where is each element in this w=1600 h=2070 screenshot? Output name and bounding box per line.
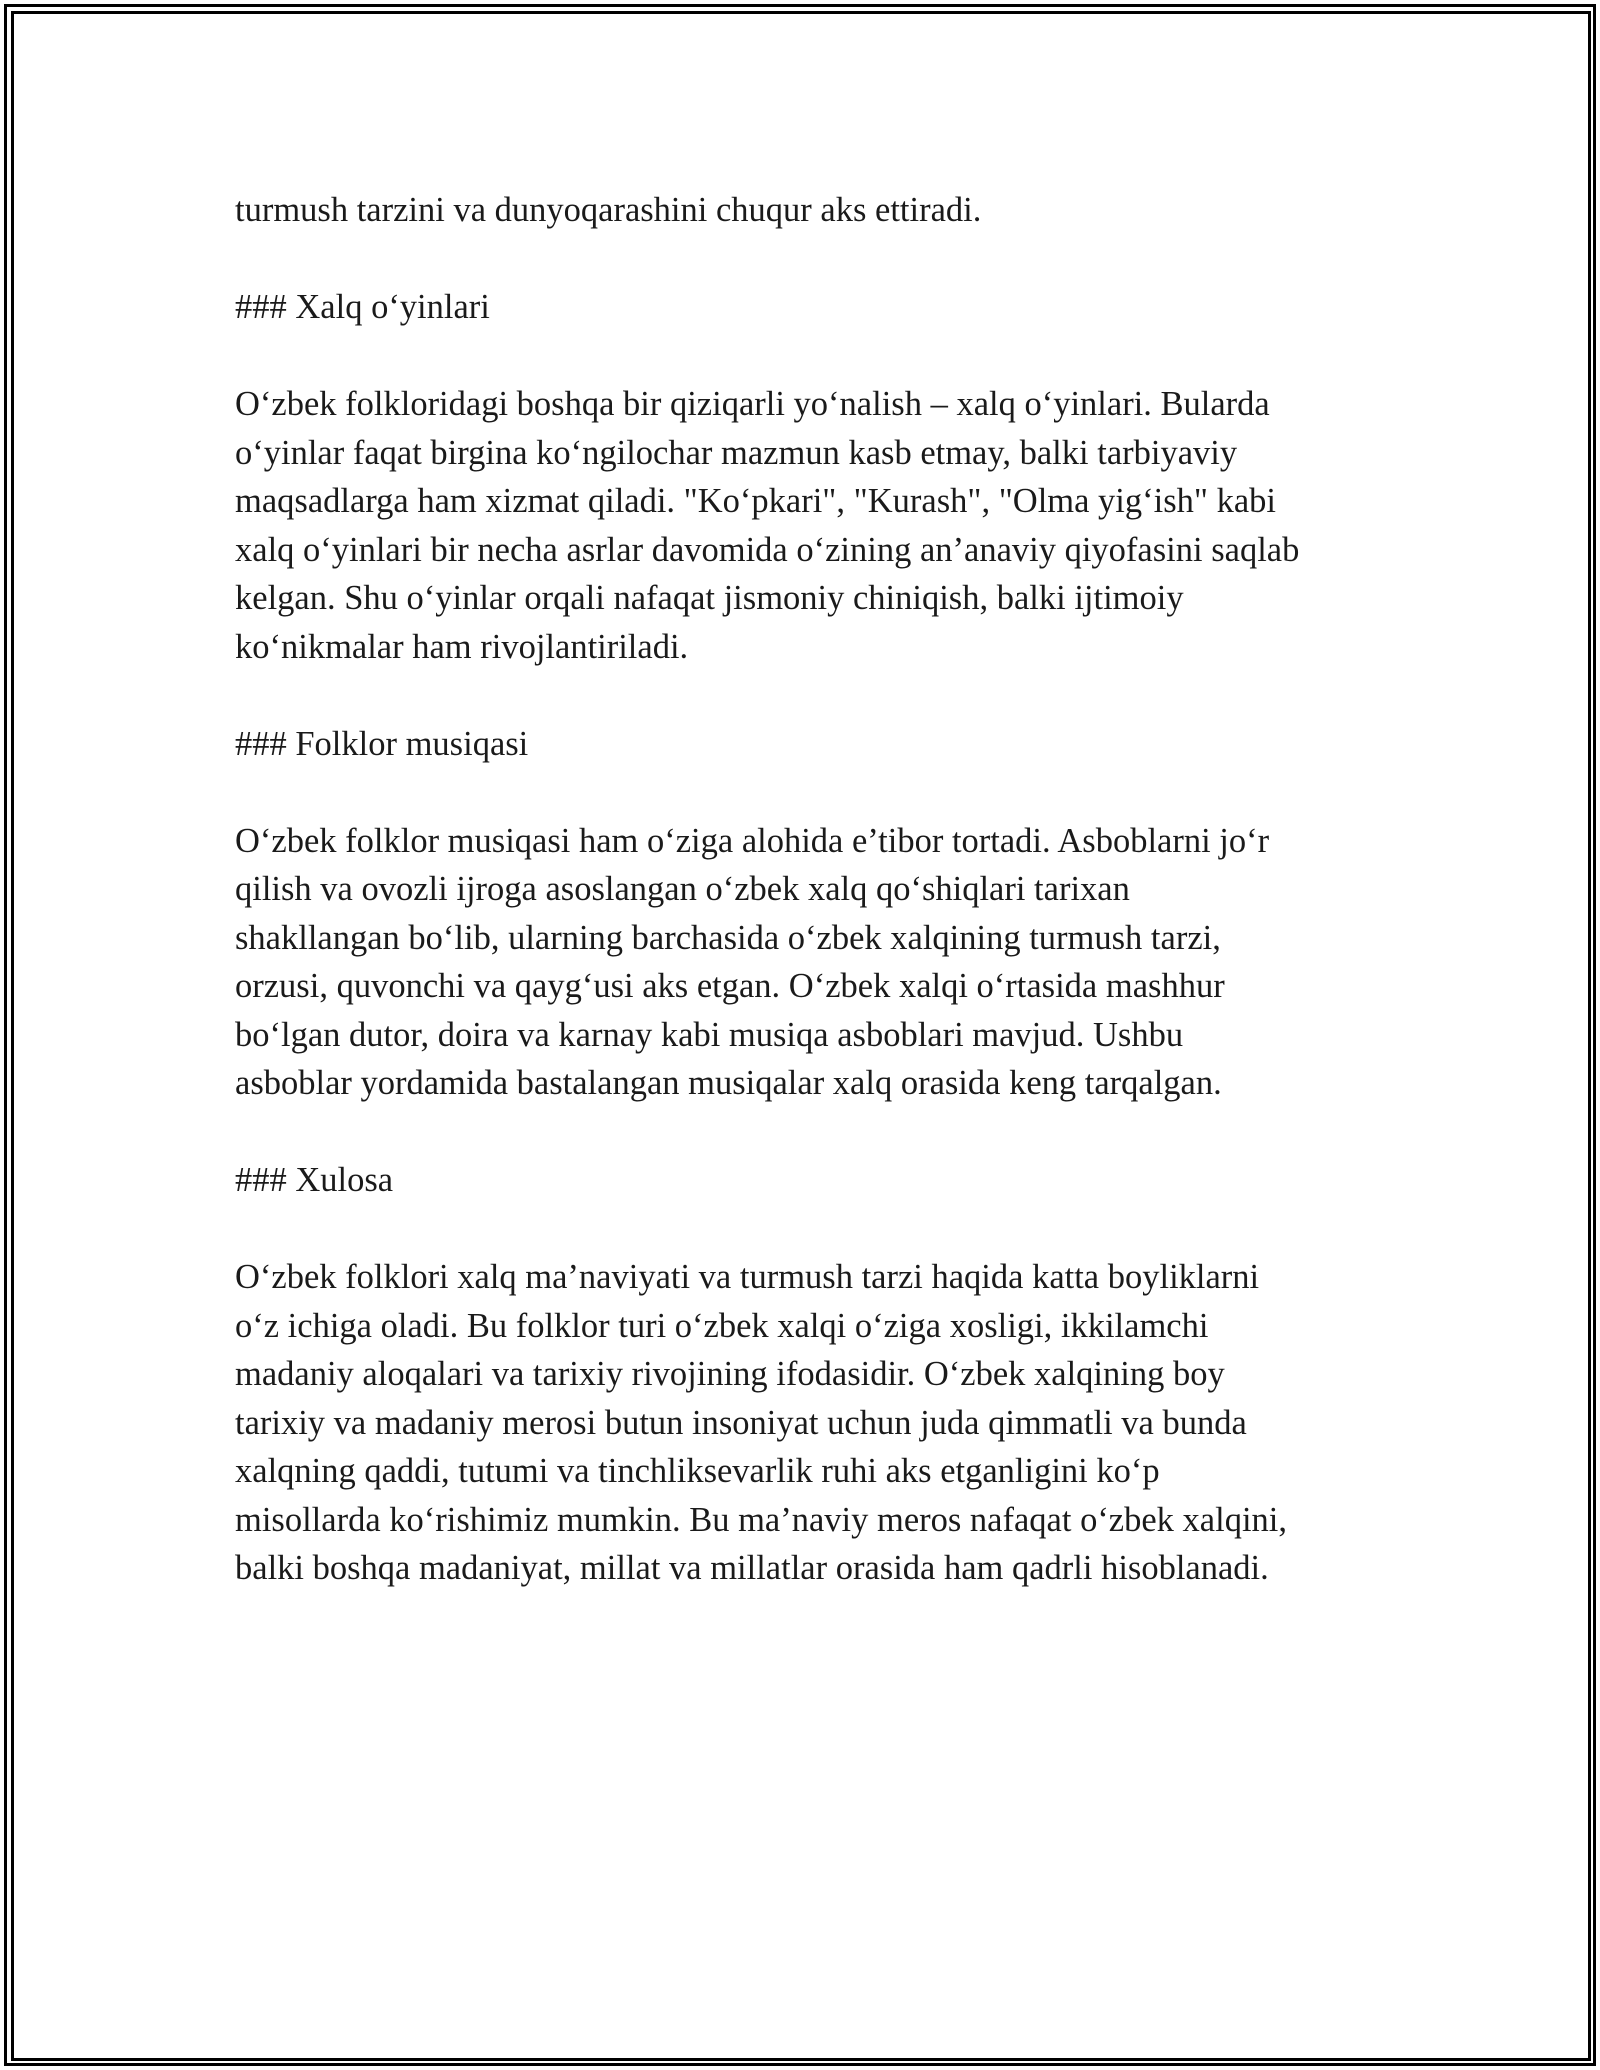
section-heading-folklor-musiqasi: ### Folklor musiqasi bbox=[235, 724, 529, 763]
section-heading-xalq-oyinlari: ### Xalq o‘yinlari bbox=[235, 288, 490, 326]
paragraph-xalq-oyinlari: O‘zbek folkloridagi boshqa bir qiziqarli yo‘nalish – xalq o‘yinlari. Bularda o‘yinlar faqat birgina ko‘ngilochar mazmun kasb etmay, balki tarbiyaviy maqsadlarga ham xizmat qiladi. "Ko‘pkari", "Kurash", "Olma yig‘ish" kabi xalq o‘yinlari bir necha asrlar davomida o‘zining an’anaviy qiyofasini saqlab kelgan. Shu o‘yinlar orqali nafaqat jismoniy chiniqish, balki ijtimoiy ko‘nikmalar ham rivojlantiriladi. bbox=[235, 385, 1300, 666]
section-heading-xulosa: ### Xulosa bbox=[235, 1161, 394, 1199]
paragraph-folklor-musiqasi: O‘zbek folklor musiqasi ham o‘ziga alohida e’tibor tortadi. Asboblarni jo‘r qilish va ovozli ijroga asoslangan o‘zbek xalq qo‘shiqlari tarixan shakllangan bo‘lib, ularning barchasida o‘zbek xalqining turmush tarzi, orzusi, quvonchi va qayg‘usi aks etgan. O‘zbek xalqi o‘rtasida mashhur bo‘lgan dutor, doira va karnay kabi musiqa asboblari mavjud. Ushbu asboblar yordamida bastalangan musiqalar xalq orasida keng tarqalgan. bbox=[235, 821, 1270, 1102]
paragraph-xulosa: O‘zbek folklori xalq ma’naviyati va turmush tarzi haqida katta boyliklarni o‘z ichiga oladi. Bu folklor turi o‘zbek xalqi o‘ziga xosligi, ikkilamchi madaniy aloqalari va tarixiy rivojining ifodasidir. O‘zbek xalqining boy tarixiy va madaniy merosi butun insoniyat uchun juda qimmatli va bunda xalqning qaddi, tutumi va tinchliksevarlik ruhi aks etganligini ko‘p misollarda ko‘rishimiz mumkin. Bu ma’naviy meros nafaqat o‘zbek xalqini, balki boshqa madaniyat, millat va millatlar orasida ham qadrli hisoblanadi. bbox=[235, 1258, 1287, 1587]
paragraph-continuation: turmush tarzini va dunyoqarashini chuqur aks ettiradi. bbox=[235, 191, 982, 229]
document-body bbox=[235, 186, 1385, 1593]
